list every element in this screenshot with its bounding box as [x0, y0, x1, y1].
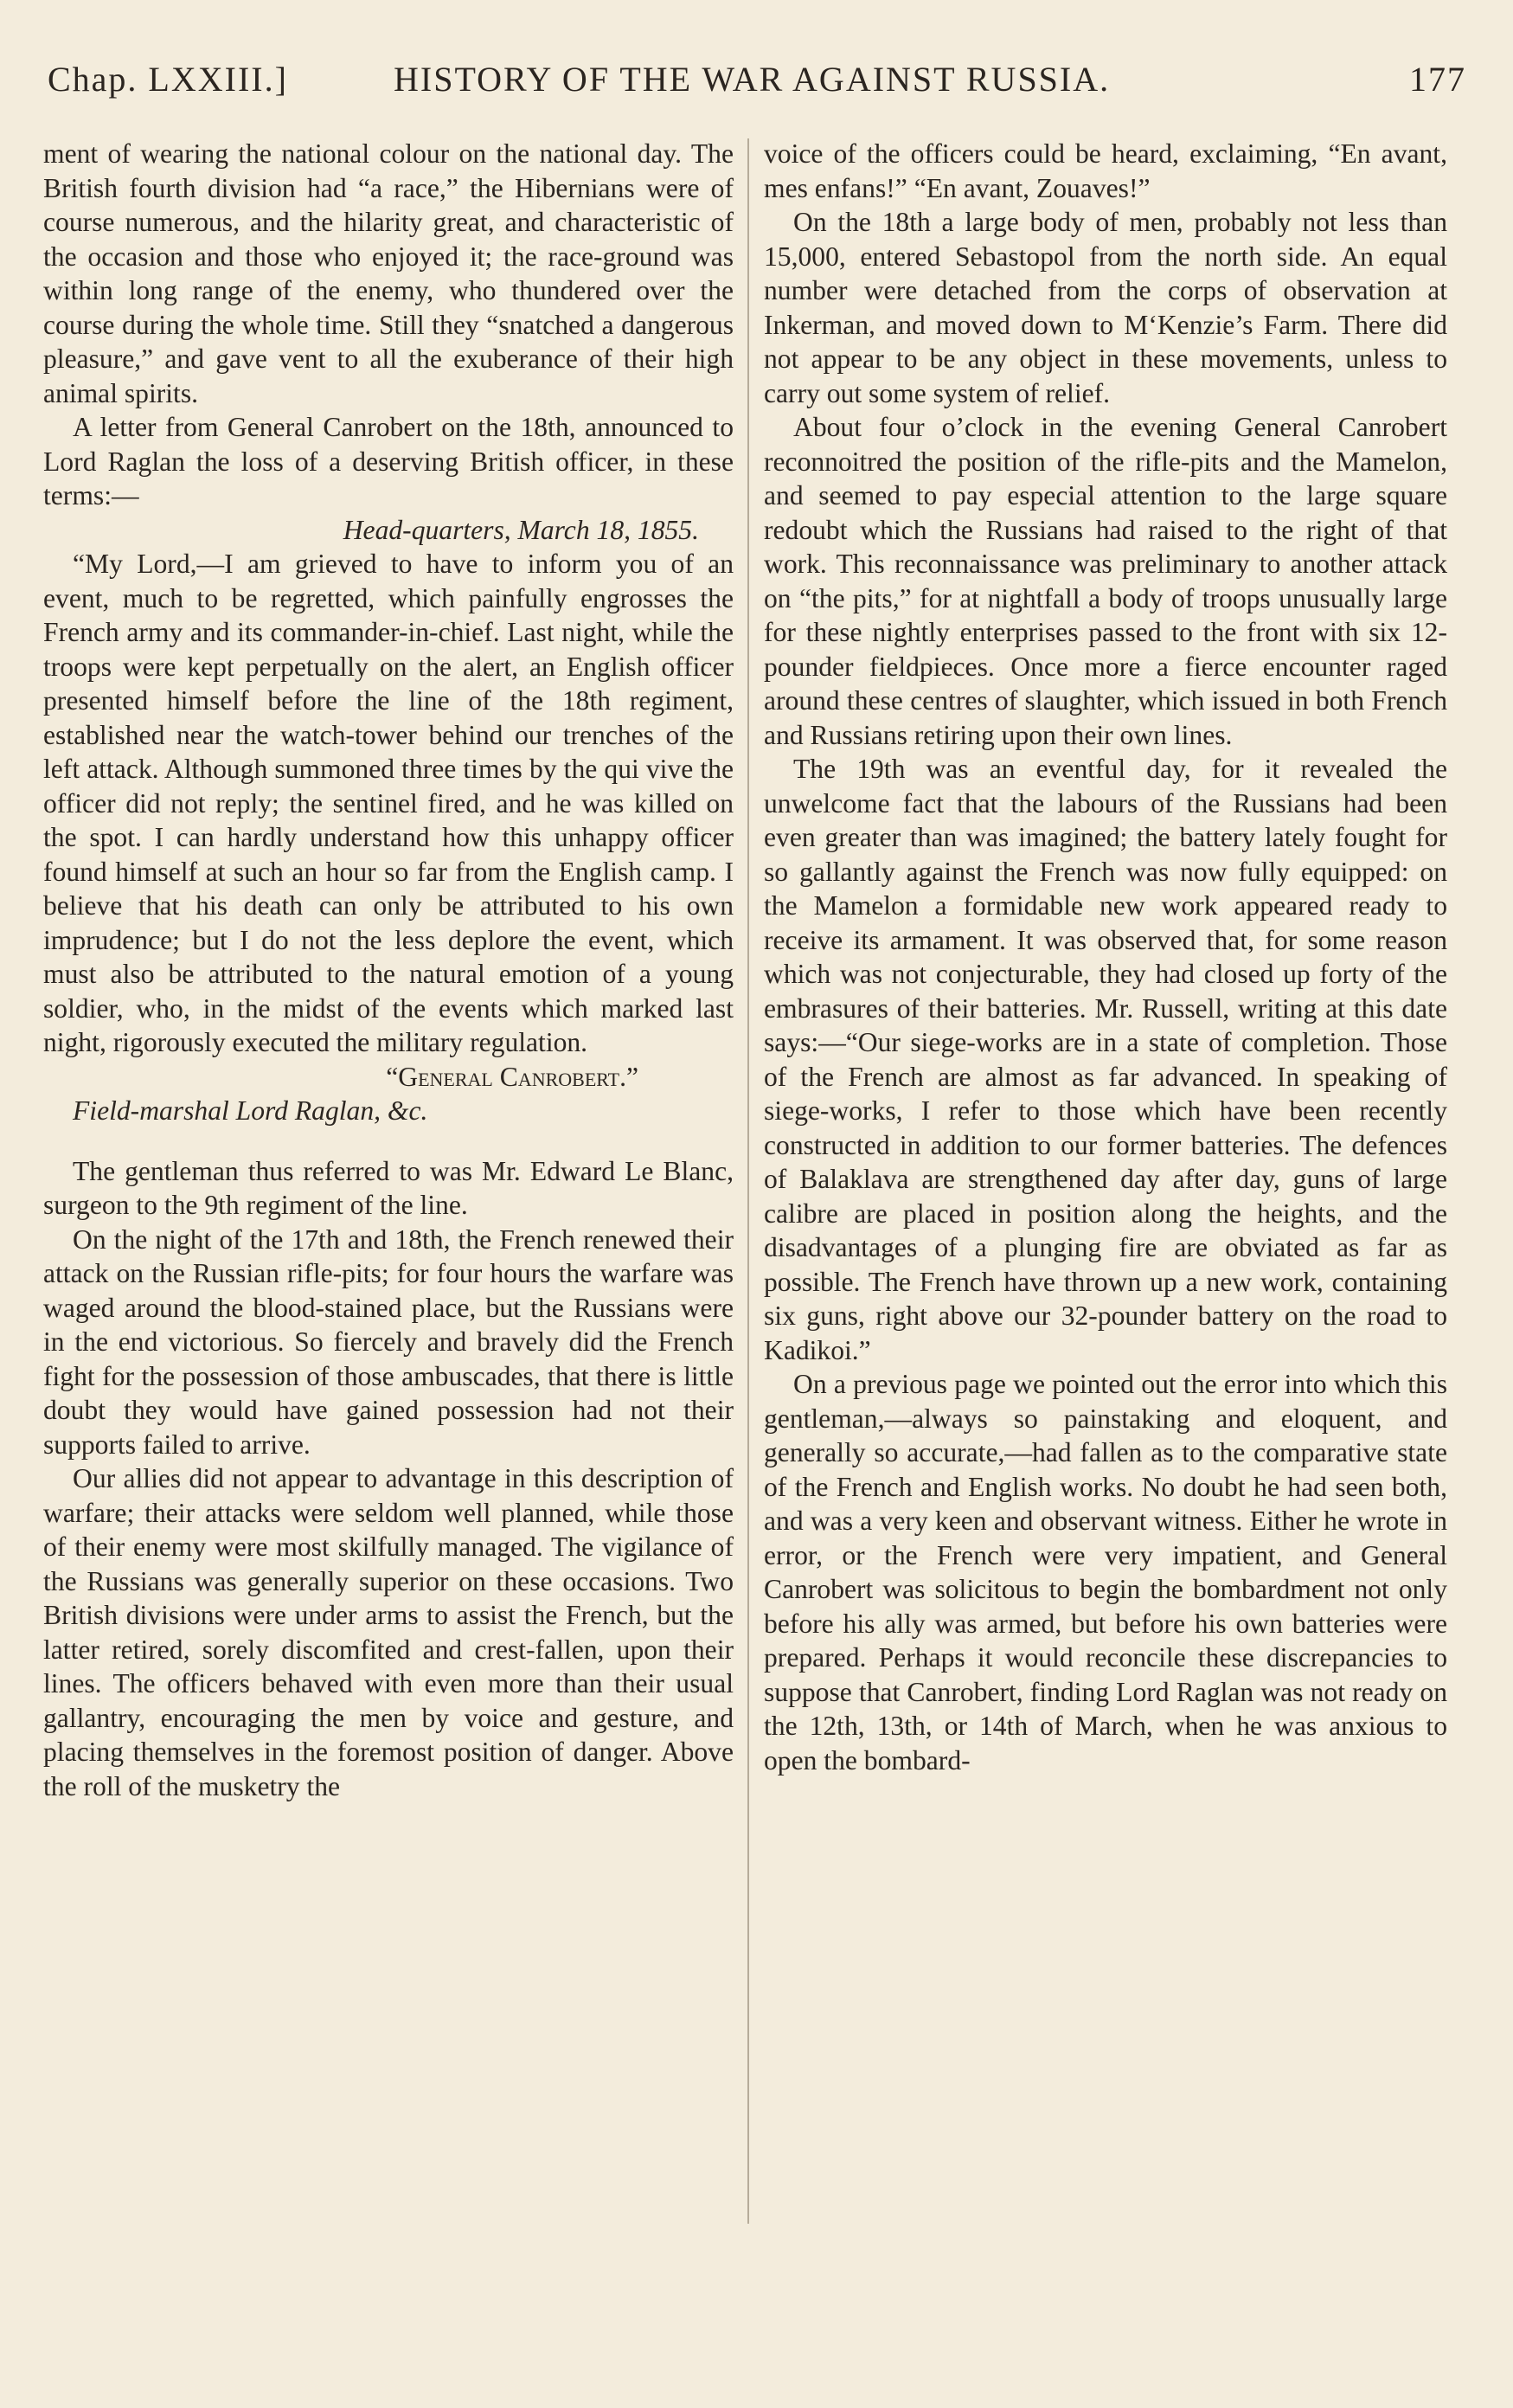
- paragraph: The gentleman thus referred to was Mr. Edward Le Blanc, surgeon to the 9th regiment of the line.: [43, 1155, 734, 1220]
- paragraph: On a previous page we pointed out the error into which this gentleman,—always so painstaking and eloquent, and generally so accurate,—had fallen as to the comparative state of the French and English works. No doubt he had seen both, and was a very keen and observant witness. Either he wrote in error, or the French were very impatient, and General Canrobert was solicitous to begin the bombardment not only before his ally was armed, but before his own batteries were prepared. Perhaps it would reconcile these discrepancies to suppose that Canrobert, finding Lord Raglan was not ready on the 12th, 13th, or 14th of March, when he was anxious to open the bombard-: [764, 1369, 1447, 1775]
- paragraph: On the night of the 17th and 18th, the French renewed their attack on the Russian rifle-pits; for four hours the warfare was waged around the blood-stained place, but the Russians were in the end victorious. So fiercely and bravely did the French fight for the possession of those ambuscades, that there is little doubt they would have gained possession had not their supports failed to arrive.: [43, 1223, 734, 1460]
- paragraph: voice of the officers could be heard, exclaiming, “En avant, mes enfans!” “En avant, Zouaves!”: [764, 138, 1447, 203]
- left-column: [43, 137, 734, 1803]
- running-title: HISTORY OF THE WAR AGAINST RUSSIA.: [394, 60, 1111, 99]
- paragraph: The 19th was an eventful day, for it revealed the unwelcome fact that the labours of the Russians had been even greater than was imagined; the battery lately fought for so gallantly against the French was now fully equipped: on the Mamelon a formidable new work appeared ready to receive its armament. It was observed that, for some reason which was not conjecturable, they had closed up forty of the embrasures of their batteries. Mr. Russell, writing at this date says:—“Our siege-works are in a state of completion. Those of the French are almost as far advanced. In speaking of siege-works, I refer to those which have been recently constructed in addition to our former batteries. The defences of Balaklava are strengthened day after day, guns of large calibre are placed in position along the heights, and the disadvantages of a plunging fire are obviated as far as possible. The French have thrown up a new work, containing six guns, right above our 32-pounder battery on the road to Kadikoi.”: [764, 754, 1447, 1365]
- right-column: [764, 137, 1447, 1777]
- page-number: 177: [1409, 60, 1466, 99]
- paragraph: Our allies did not appear to advantage in this description of warfare; their attacks were seldom well planned, while those of their enemy were most skilfully managed. The vigilance of the Russians was generally superior on these occasions. Two British divisions were under arms to assist the French, but the latter retired, sorely discomfited and crest-fallen, upon their lines. The officers behaved with even more than their usual gallantry, encouraging the men by voice and gesture, and placing themselves in the foremost position of danger. Above the roll of the musketry the: [43, 1463, 734, 1801]
- paragraph: ment of wearing the national colour on the national day. The British fourth division had “a race,” the Hibernians were of course numerous, and the hilarity great, and characteristic of the occasion and those who enjoyed it; the race-ground was within long range of the enemy, who thundered over the course during the whole time. Still they “snatched a dangerous pleasure,” and gave vent to all the exuberance of their high animal spirits.: [43, 138, 734, 408]
- letter-addressee: Field-marshal Lord Raglan, &c.: [73, 1095, 428, 1126]
- page-header: [48, 59, 1466, 111]
- column-divider: [747, 138, 749, 2224]
- paragraph: A letter from General Canrobert on the 18th, announced to Lord Raglan the loss of a deserving British officer, in these terms:—: [43, 412, 734, 510]
- paragraph: About four o’clock in the evening General Canrobert reconnoitred the position of the rifle-pits and the Mamelon, and seemed to pay especial attention to the large square redoubt which the Russians had raised to the right of that work. This reconnaissance was preliminary to another attack on “the pits,” for at nightfall a body of troops unusually large for these nightly enterprises passed to the front with six 12-pounder fieldpieces. Once more a fierce encounter raged around these centres of slaughter, which issued in both French and Russians retiring upon their own lines.: [764, 412, 1447, 750]
- letter-dateline: Head-quarters, March 18, 1855.: [343, 514, 699, 545]
- chapter-label: Chap. LXXIII.]: [48, 60, 288, 99]
- letter-body: “My Lord,—I am grieved to have to inform you of an event, much to be regretted, which painfully engrosses the French army and its commander-in-chief. Last night, while the troops were kept perpetually on the alert, an English officer presented himself before the line of the 18th regiment, established near the watch-tower behind our trenches of the left attack. Although summoned three times by the qui vive the officer did not reply; the sentinel fired, and he was killed on the spot. I can hardly understand how this unhappy officer found himself at such an hour so far from the English camp. I believe that his death can only be attributed to his own imprudence; but I do not the less deplore the event, which must also be attributed to the natural emotion of a young soldier, who, in the midst of the events which marked last night, rigorously executed the military regulation.: [43, 549, 734, 1057]
- letter-signature: “General Canrobert.”: [386, 1061, 638, 1092]
- paragraph: On the 18th a large body of men, probably not less than 15,000, entered Sebastopol from the north side. An equal number were detached from the corps of observation at Inkerman, and moved down to M‘Kenzie’s Farm. There did not appear to be any object in these movements, unless to carry out some system of relief.: [764, 207, 1447, 408]
